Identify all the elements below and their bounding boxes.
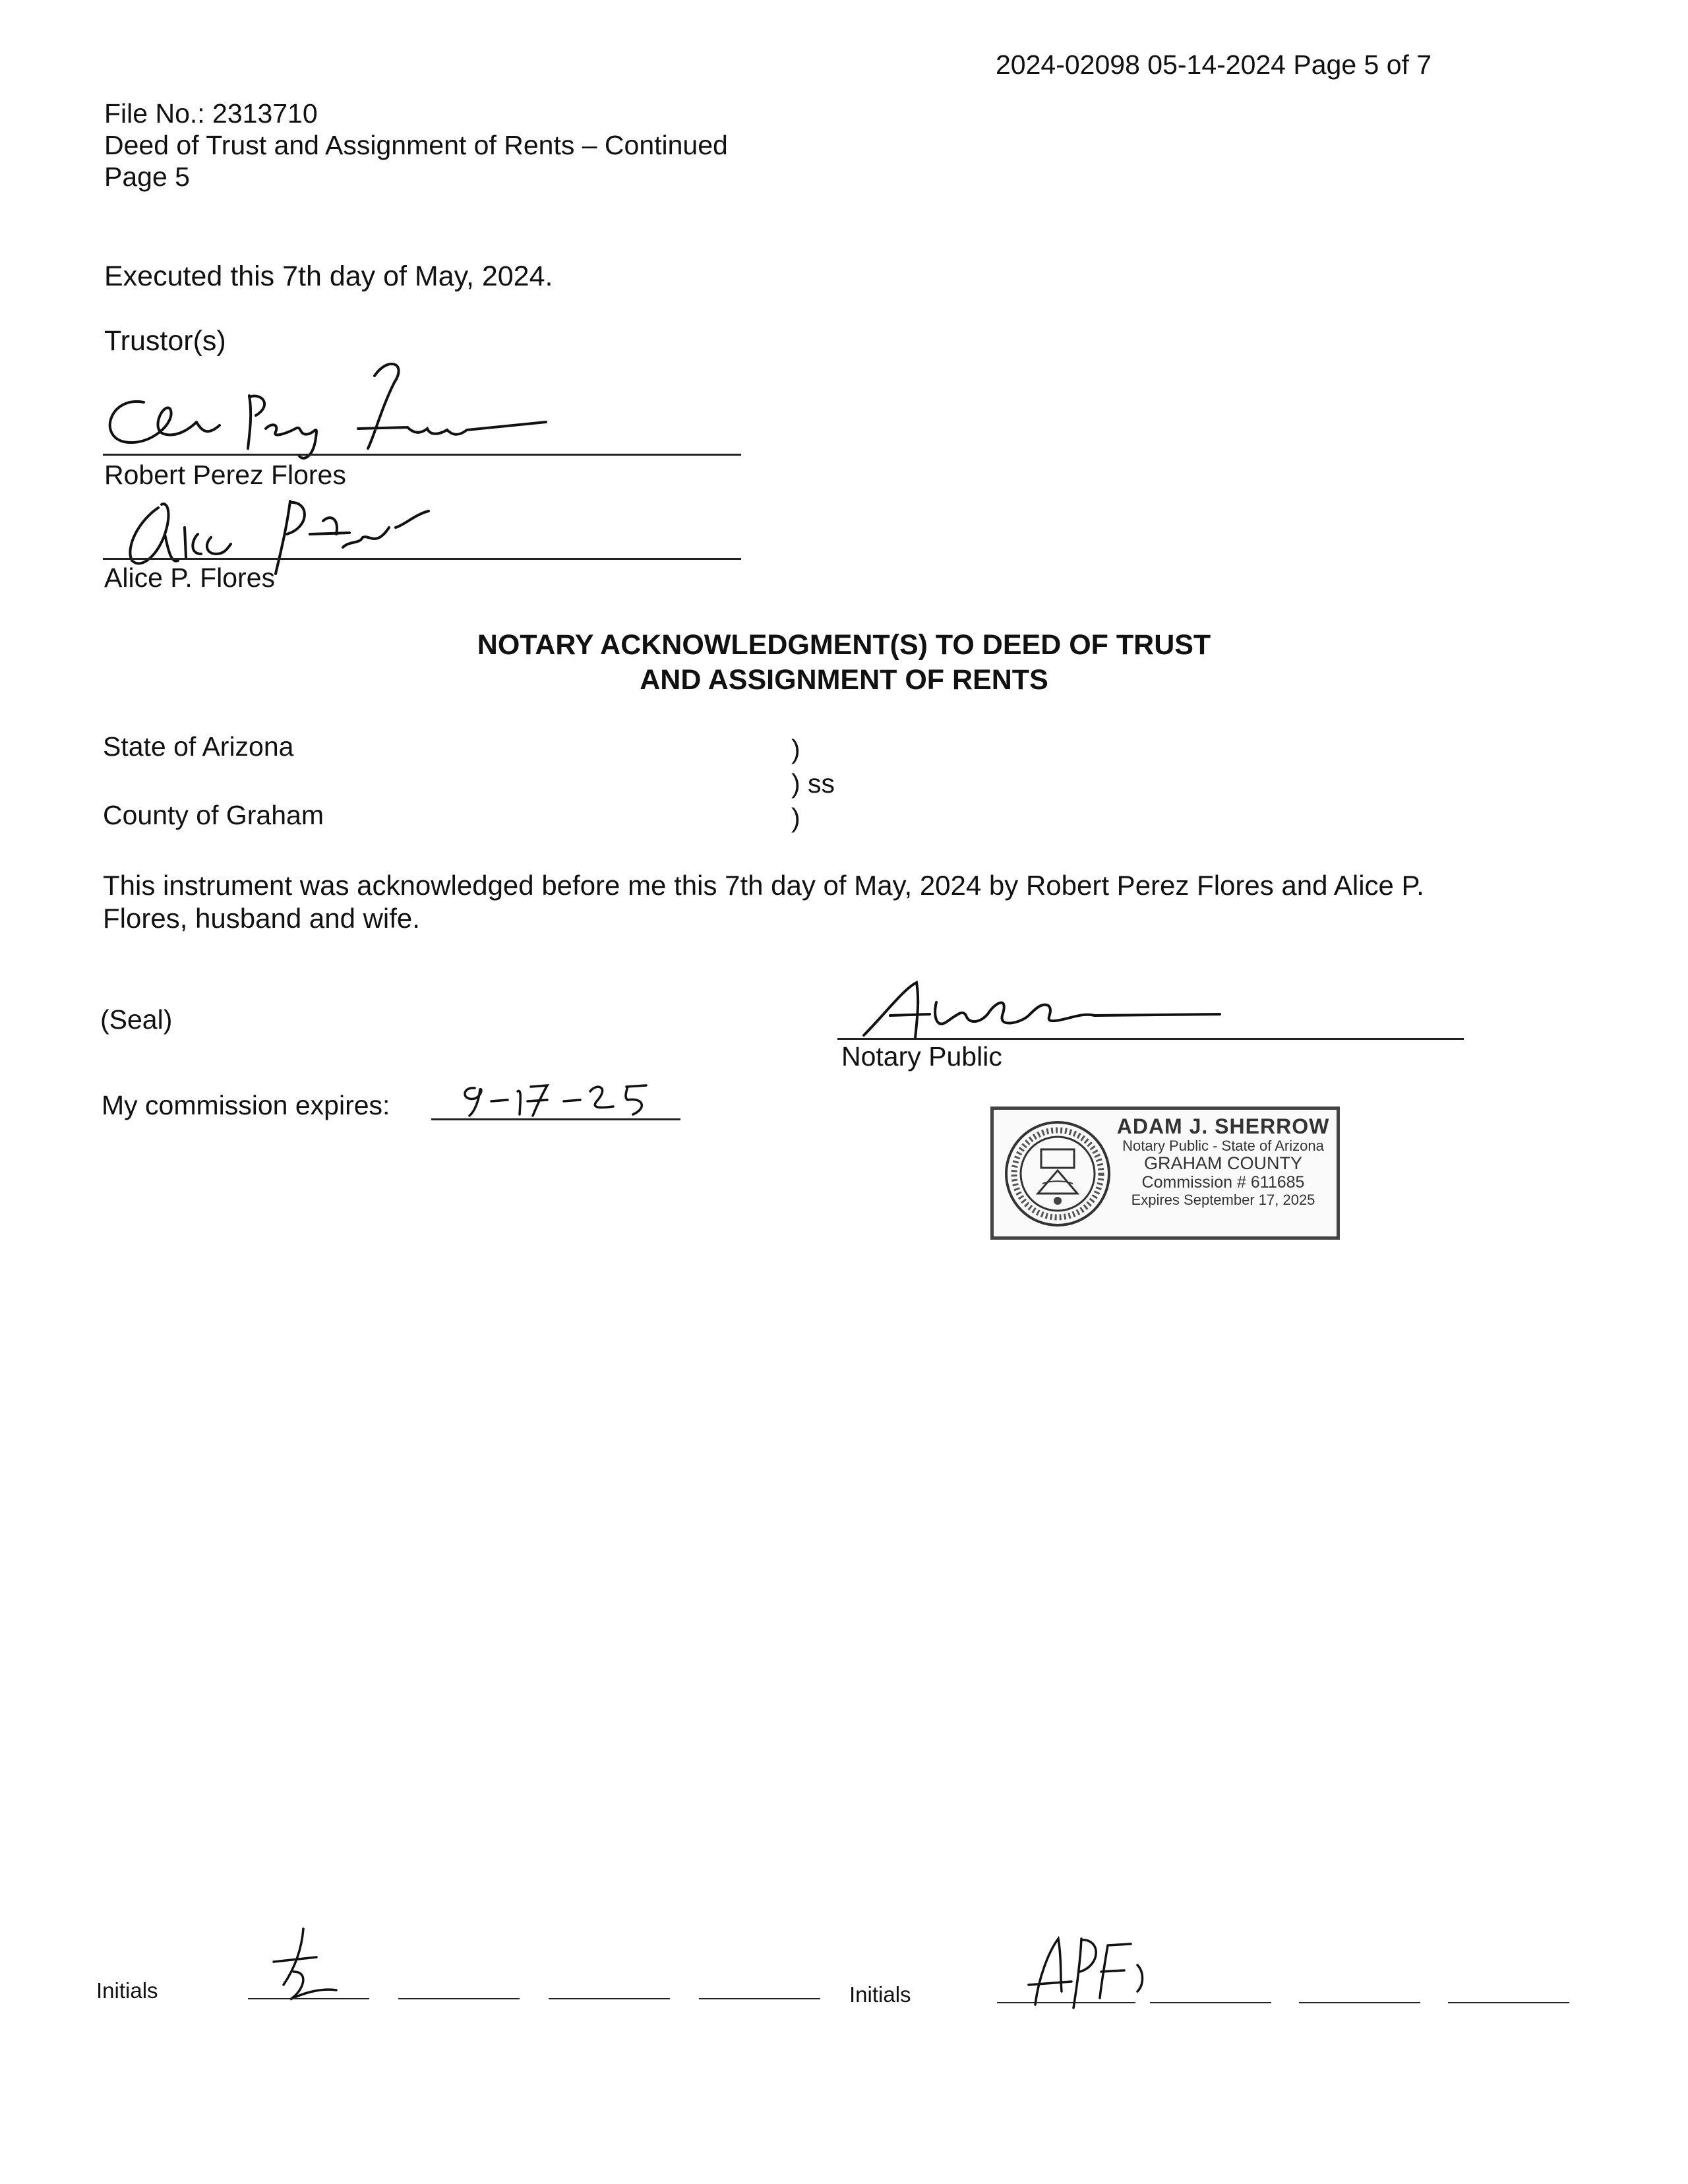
document-title: Deed of Trust and Assignment of Rents – Continued — [104, 130, 728, 160]
notary-signature-line — [837, 1038, 1464, 1040]
initials-label-right: Initials — [849, 1982, 911, 2007]
initials-label-left: Initials — [96, 1978, 158, 2003]
initials-line-3 — [549, 1998, 670, 1999]
venue-paren-1: ) — [791, 734, 800, 764]
seal-label: (Seal) — [100, 1004, 173, 1035]
acknowledgment-line-2: Flores, husband and wife. — [103, 903, 420, 934]
signer-2-name: Alice P. Flores — [104, 562, 276, 593]
venue-ss: ) ss — [791, 768, 835, 799]
venue-state: State of Arizona — [103, 731, 294, 762]
stamp-title: Notary Public - State of Arizona — [1122, 1138, 1324, 1155]
initials-line-7 — [1299, 2002, 1420, 2003]
initials-line-1 — [248, 1998, 369, 1999]
venue-paren-3: ) — [791, 803, 800, 833]
trustors-heading: Trustor(s) — [104, 325, 226, 357]
initials-left-handwritten — [264, 1926, 356, 2008]
initials-line-6 — [1150, 2002, 1271, 2003]
page-label: Page 5 — [104, 162, 190, 192]
signature-line-2 — [103, 558, 741, 560]
venue-county: County of Graham — [103, 800, 324, 830]
notary-title-line-1: NOTARY ACKNOWLEDGMENT(S) TO DEED OF TRUST — [477, 629, 1211, 661]
stamp-commission: Commission # 611685 — [1141, 1173, 1305, 1192]
commission-line — [431, 1118, 680, 1120]
signature-line-1 — [103, 454, 741, 456]
initials-line-2 — [398, 1998, 520, 1999]
stamp-county: GRAHAM COUNTY — [1143, 1153, 1302, 1174]
initials-right-handwritten — [1009, 1926, 1154, 2021]
notary-public-label: Notary Public — [841, 1041, 1002, 1072]
stamp-expires: Expires September 17, 2025 — [1131, 1191, 1315, 1208]
initials-line-4 — [699, 1998, 820, 1999]
executed-date: Executed this 7th day of May, 2024. — [104, 260, 553, 292]
commission-label: My commission expires: — [102, 1090, 390, 1120]
recording-number: 2024-02098 05-14-2024 Page 5 of 7 — [996, 49, 1432, 80]
state-seal-icon — [1002, 1118, 1114, 1230]
initials-line-5 — [997, 2002, 1135, 2003]
commission-handwritten-date — [455, 1075, 679, 1124]
stamp-name: ADAM J. SHERROW — [1116, 1114, 1330, 1138]
signature-robert-flores — [98, 356, 546, 465]
initials-line-8 — [1448, 2002, 1569, 2003]
acknowledgment-line-1: This instrument was acknowledged before me this 7th day of May, 2024 by Robert Perez Flores and Alice P. — [103, 870, 1424, 901]
file-number: File No.: 2313710 — [104, 98, 318, 129]
notary-stamp — [990, 1107, 1340, 1240]
signer-1-name: Robert Perez Flores — [104, 460, 346, 490]
notary-title-line-2: AND ASSIGNMENT OF RENTS — [640, 664, 1048, 696]
